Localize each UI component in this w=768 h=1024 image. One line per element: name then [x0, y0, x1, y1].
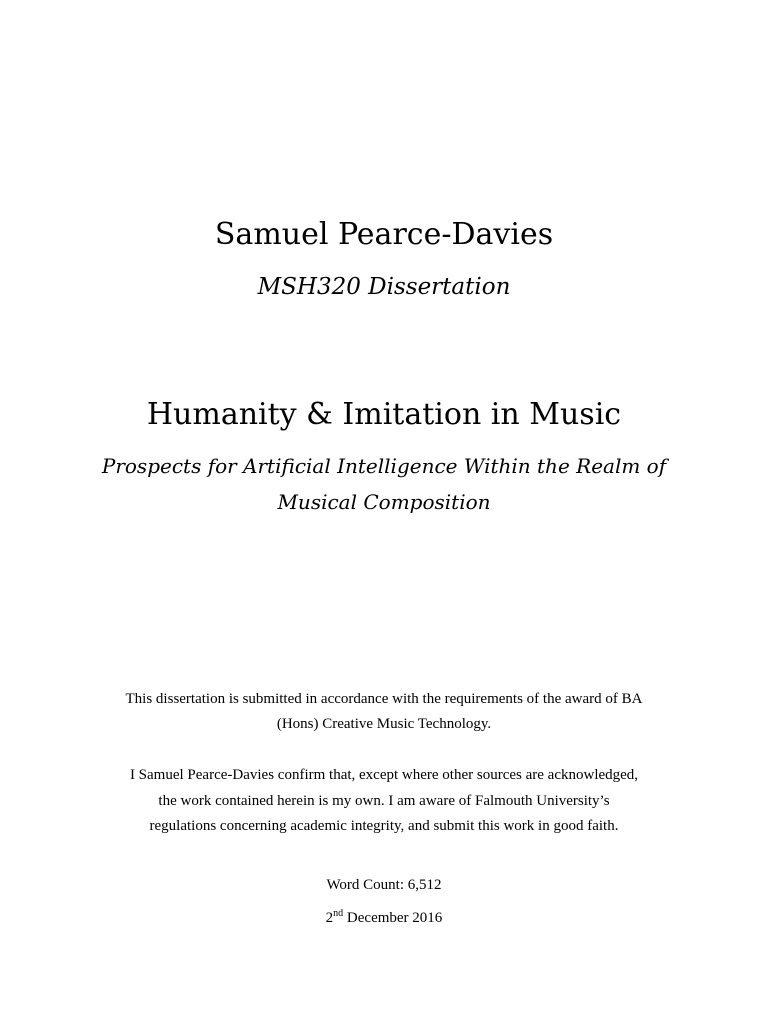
submission-date — [0, 906, 768, 930]
declaration-line-1: I Samuel Pearce-Davies confirm that, except where other sources are acknowledged, — [129, 767, 639, 783]
submission-statement — [0, 687, 768, 737]
declaration-line-3: regulations concerning academic integrity, and submit this work in good faith. — [149, 818, 619, 834]
declaration-line-2: the work contained herein is my own. I am aware of Falmouth University’s — [158, 792, 610, 809]
author-name: Samuel Pearce-Davies — [214, 217, 554, 252]
date-month-year: December 2016 — [343, 910, 443, 926]
originality-declaration — [0, 763, 768, 840]
date-ordinal-suffix: nd — [333, 908, 344, 919]
statement-line-1: This dissertation is submitted in accordance with the requirements of the award of BA — [125, 691, 643, 707]
date-day: 2 — [325, 910, 334, 926]
word-count: Word Count: 6,512 — [326, 877, 442, 893]
subtitle-line-1: Prospects for Artificial Intelligence Within the Realm of — [101, 454, 667, 478]
subtitle-line-2: Musical Composition — [277, 490, 491, 514]
module-title: MSH320 Dissertation — [257, 274, 511, 300]
statement-line-2: (Hons) Creative Music Technology. — [276, 716, 492, 732]
dissertation-title: Humanity & Imitation in Music — [146, 397, 622, 432]
dissertation-subtitle — [0, 448, 768, 520]
